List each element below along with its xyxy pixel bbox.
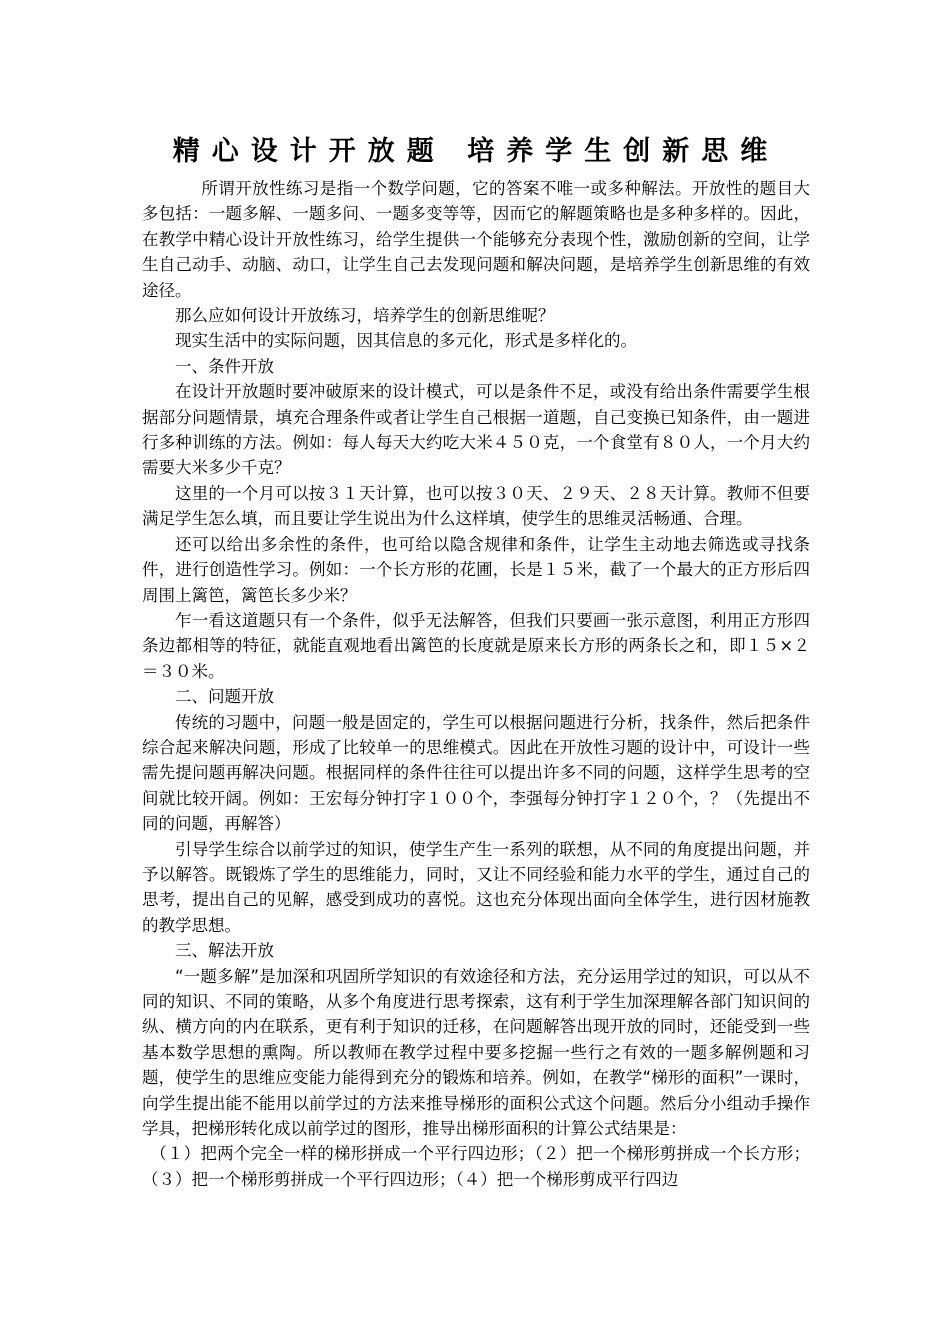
- paragraph-multiple-solutions: “一题多解”是加深和巩固所学知识的有效途径和方法，充分运用学过的知识，可以从不同的知识、不同的策略，从多个角度进行思考探索，这有利于学生加深理解各部门知识间的纵、横方向的内在联系，更有利于知识的迁移，在问题解答出现开放的同时，还能受到一些基本数学思想的熏陶。所以教师在教学过程中要多挖掘一些行之有效的一题多解例题和习题，使学生的思维应变能力能得到充分的锻炼和培养。例如，在教学“梯形的面积”一课时，向学生提出能不能用以前学过的方法来推导梯形的面积公式这个问题。然后分小组动手操作学具，把梯形转化成以前学过的图形，推导出梯形面积的计算公式结果是：: [142, 966, 810, 1139]
- paragraph-question: 那么应如何设计开放练习，培养学生的创新思维呢？: [175, 306, 555, 326]
- paragraph-reality: 现实生活中的实际问题，因其信息的多元化，形式是多样化的。: [175, 331, 637, 351]
- paragraph-fence-solution: 乍一看这道题只有一个条件，似乎无法解答，但我们只要画一张示意图，利用正方形四条边都相等的特征，就能直观地看出篱笆的长度就是原来长方形的两条长之和，即１５×２＝３０米。: [142, 610, 810, 681]
- paragraph-trapezoid-methods: （１）把两个完全一样的梯形拼成一个平行四边形；（２）把一个梯形剪拼成一个长方形；（３）把一个梯形剪拼成一个平行四边形；（４）把一个梯形剪成平行四边: [142, 1144, 810, 1189]
- paragraph-condition-design: 在设计开放题时要冲破原来的设计模式，可以是条件不足，或没有给出条件需要学生根据部分问题情景，填充合理条件或者让学生自己根据一道题，自己变换已知条件，由一题进行多种训练的方法。例如：每人每天大约吃大米４５０克，一个食堂有８０人，一个月大约需要大米多少千克？: [142, 382, 810, 478]
- document-page: [142, 132, 810, 1192]
- paragraph-guide-students: 引导学生综合以前学过的知识，使学生产生一系列的联想，从不同的角度提出问题，并予以解答。既锻炼了学生的思维能力，同时，又让不同经验和能力水平的学生，通过自己的思考，提出自己的见解，感受到成功的喜悦。这也充分体现出面向全体学生，进行因材施教的教学思想。: [142, 839, 810, 935]
- paragraph-intro: 所谓开放性练习是指一个数学问题，它的答案不唯一或多种解法。开放性的题目大多包括：一题多解、一题多问、一题多变等等，因而它的解题策略也是多种多样的。因此，在教学中精心设计开放性练习，给学生提供一个能够充分表现个性，激励创新的空间，让学生自己动手、动脑、动口，让学生自己去发现问题和解决问题，是培养学生创新思维的有效途径。: [142, 179, 810, 300]
- document-title: 精心设计开放题 培养学生创新思维: [172, 136, 780, 167]
- paragraph-month-days: 这里的一个月可以按３１天计算，也可以按３０天、２９天、２８天计算。教师不但要满足学生怎么填，而且要让学生说出为什么这样填，使学生的思维灵活畅通、合理。: [142, 483, 810, 529]
- section-heading-solution-open: 三、解法开放: [175, 941, 274, 961]
- paragraph-extra-conditions: 还可以给出多余性的条件，也可给以隐含规律和条件，让学生主动地去筛选或寻找条件，进行创造性学习。例如：一个长方形的花圃，长是１５米，截了一个最大的正方形后四周围上篱笆，篱笆长多少米？: [142, 534, 810, 605]
- paragraph-traditional-exercises: 传统的习题中，问题一般是固定的，学生可以根据问题进行分析，找条件，然后把条件综合起来解决问题，形成了比较单一的思维模式。因此在开放性习题的设计中，可设计一些需先提问题再解决问题。根据同样的条件往往可以提出许多不同的问题，这样学生思考的空间就比较开阔。例如：王宏每分钟打字１００个，李强每分钟打字１２０个，？（先提出不同的问题，再解答）: [142, 712, 810, 834]
- section-heading-question-open: 二、问题开放: [175, 687, 274, 707]
- section-heading-condition-open: 一、条件开放: [175, 356, 274, 376]
